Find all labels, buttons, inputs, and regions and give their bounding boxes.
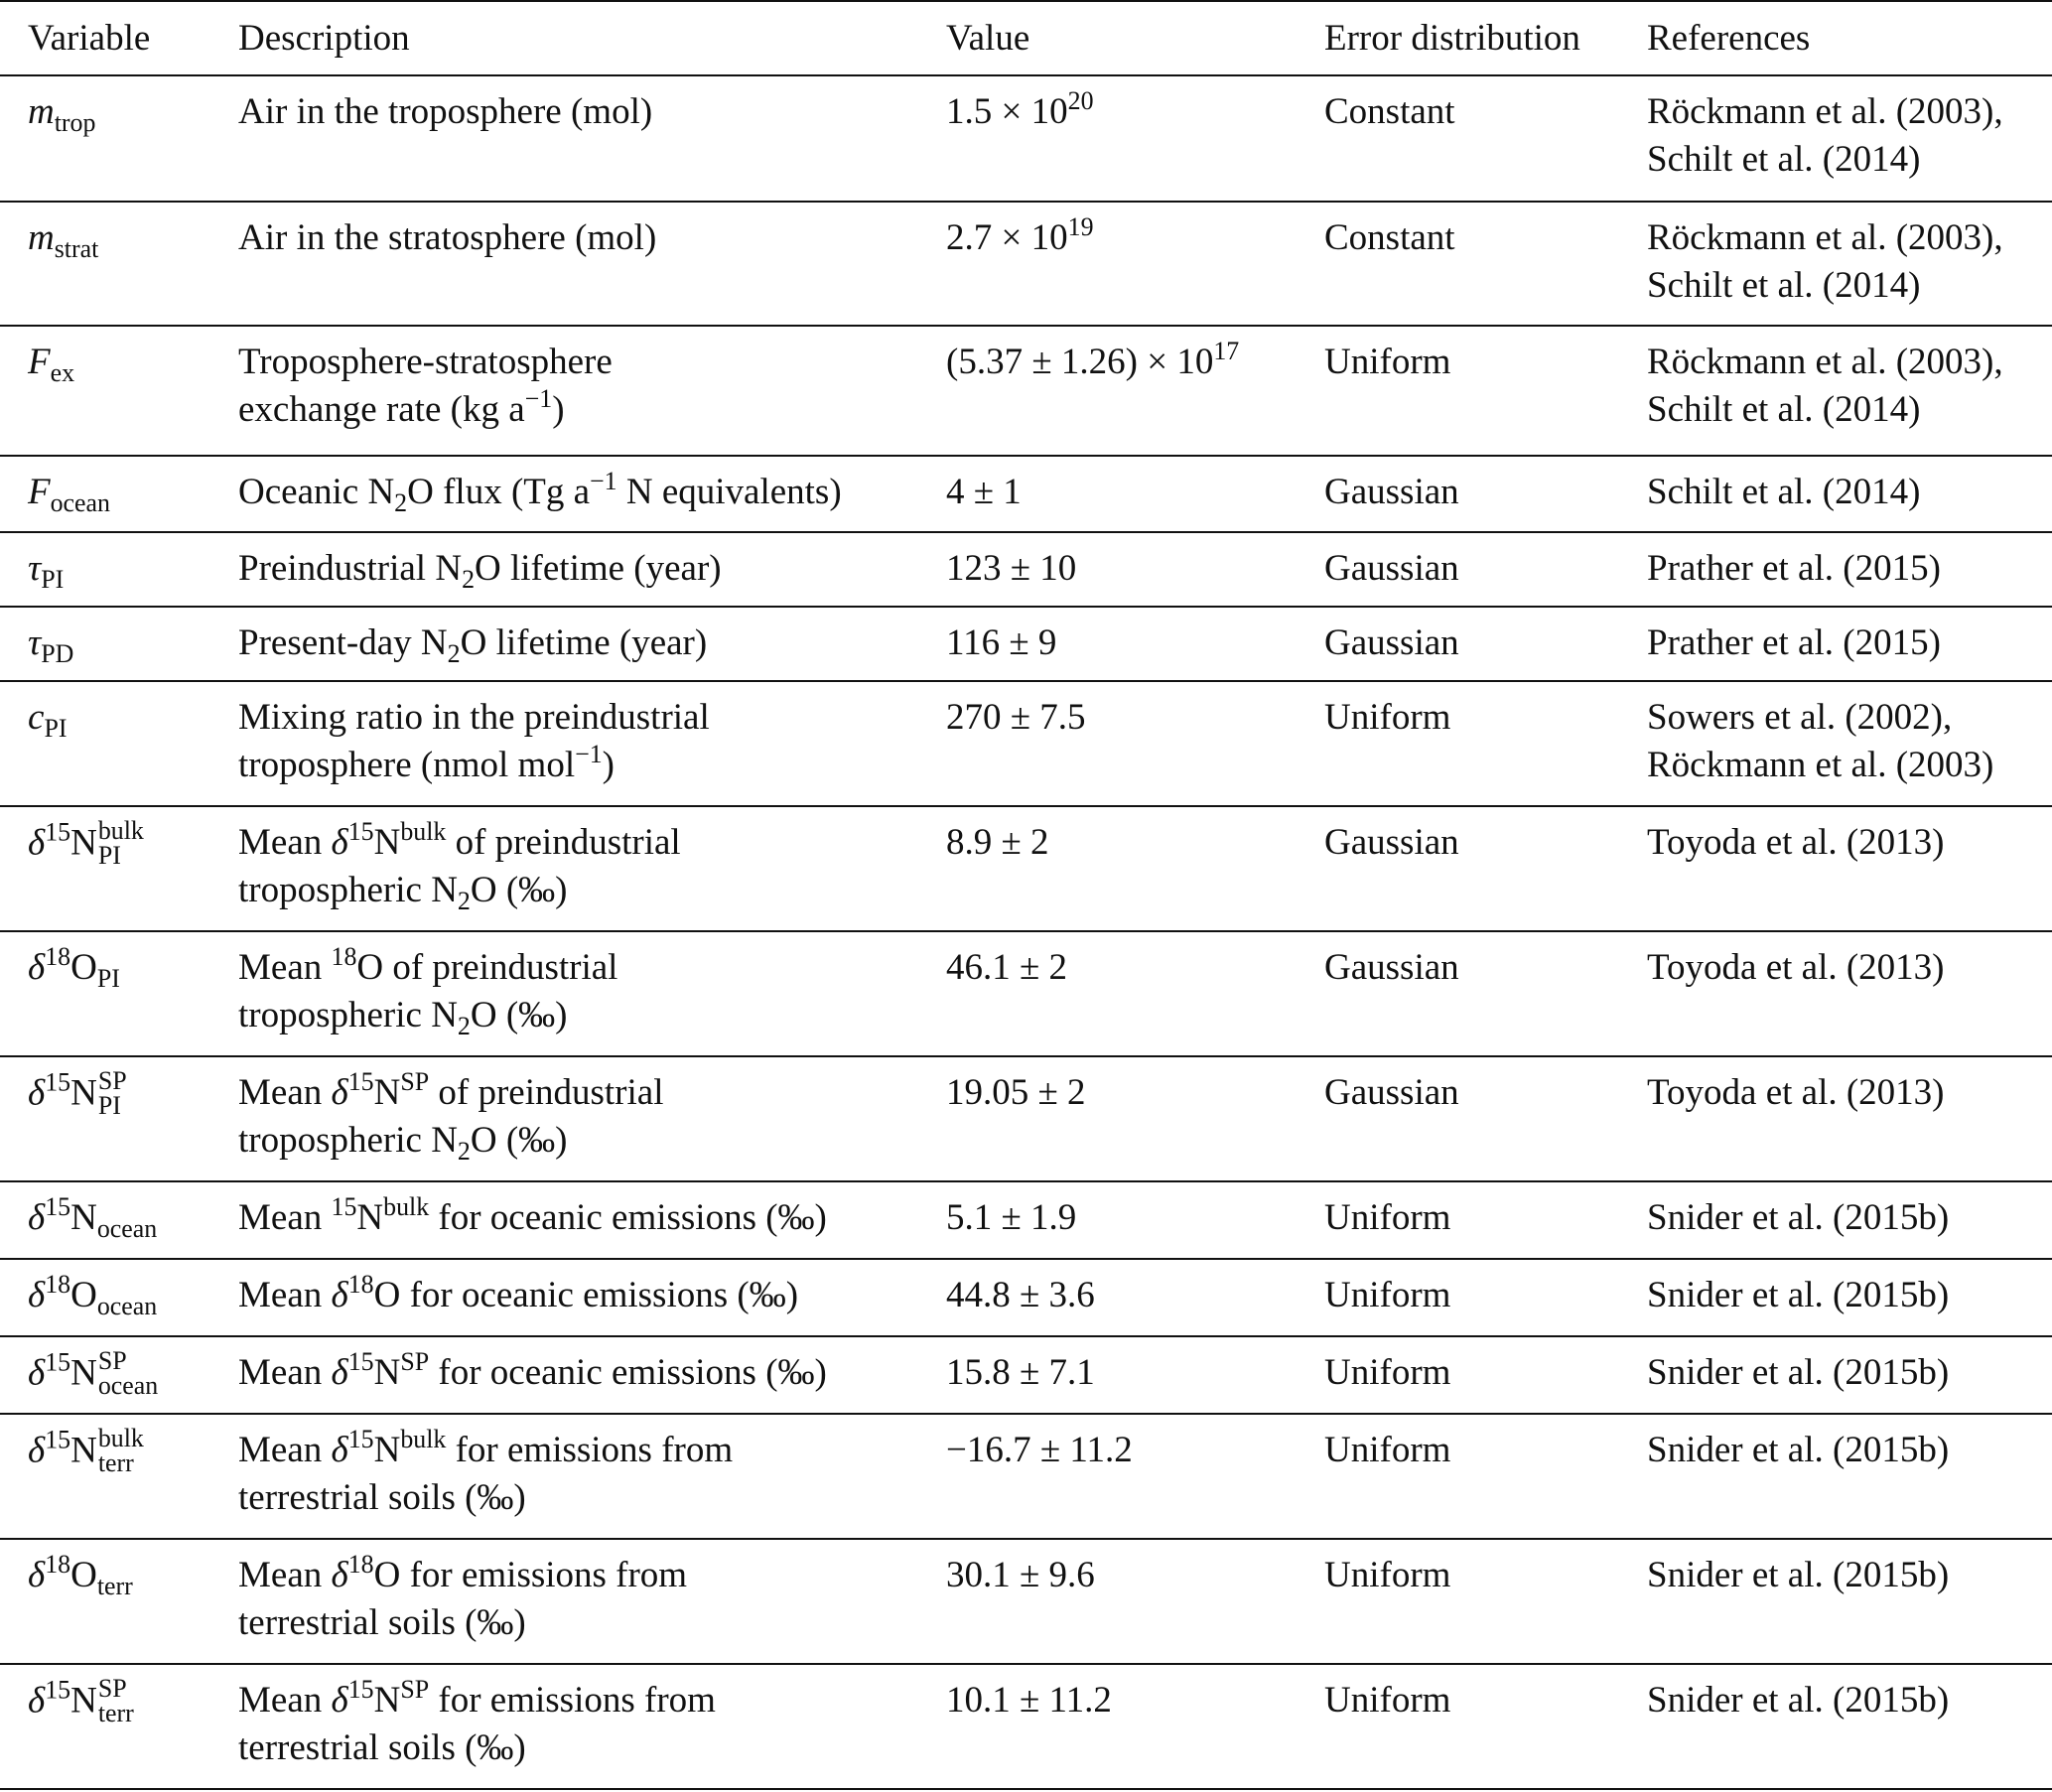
table-row: [0, 1056, 2052, 1181]
variable-cell: $\delta^{15}N$ SP ocean: [28, 1346, 159, 1400]
description-cell: Mixing ratio in the preindustrial troposphere (nmol mol$^{-1}$): [238, 697, 710, 785]
variable-cell: $m_{trop}$: [28, 91, 96, 137]
value-cell: 4 ± 1: [946, 472, 1022, 512]
distribution-cell: Gaussian: [1324, 1072, 1459, 1113]
references-cell: Toyoda et al. (2013): [1647, 822, 1945, 863]
table-row: [0, 931, 2052, 1056]
distribution-cell: Uniform: [1324, 1352, 1451, 1393]
table-row: [0, 1259, 2052, 1336]
table-row: [0, 1336, 2052, 1414]
references-cell: Röckmann et al. (2003), Schilt et al. (2014): [1647, 342, 2003, 430]
value-cell: 116 ± 9: [946, 622, 1057, 663]
distribution-cell: Uniform: [1324, 1555, 1451, 1595]
value-cell: 8.9 ± 2: [946, 822, 1049, 863]
header-value: Value: [918, 1, 1297, 75]
value-cell: 30.1 ± 9.6: [946, 1555, 1095, 1595]
value-cell: −16.7 ± 11.2: [946, 1430, 1133, 1470]
references-cell: Snider et al. (2015b): [1647, 1352, 1950, 1393]
references-cell: Schilt et al. (2014): [1647, 472, 1921, 512]
distribution-cell: Constant: [1324, 91, 1455, 132]
description-cell: Mean $\delta^{15}N^{SP}$ for emissions from terrestrial soils (‰): [238, 1674, 716, 1768]
value-cell: 44.8 ± 3.6: [946, 1275, 1095, 1315]
distribution-cell: Uniform: [1324, 1197, 1451, 1238]
variable-cell: $\delta^{15}N_{ocean}$: [28, 1191, 158, 1243]
value-cell: 123 ± 10: [946, 548, 1077, 589]
references-cell: Toyoda et al. (2013): [1647, 1072, 1945, 1113]
variable-cell: $m_{strat}$: [28, 217, 99, 263]
distribution-cell: Uniform: [1324, 1275, 1451, 1315]
table-row: [0, 806, 2052, 931]
table-row: [0, 607, 2052, 681]
table-row: [0, 75, 2052, 202]
references-cell: Snider et al. (2015b): [1647, 1430, 1950, 1470]
table-row: [0, 1539, 2052, 1664]
distribution-cell: Gaussian: [1324, 472, 1459, 512]
header-error-distribution: Error distribution: [1297, 1, 1619, 75]
variable-cell: $F_{ocean}$: [28, 472, 110, 517]
distribution-cell: Gaussian: [1324, 947, 1459, 988]
variable-cell: $\delta^{18}O_{PI}$: [28, 941, 120, 993]
description-cell: Troposphere-stratosphere exchange rate (kg $a^{-1}$): [238, 342, 613, 430]
value-cell: $1.5 \times 10^{20}$: [946, 85, 1094, 132]
references-cell: Snider et al. (2015b): [1647, 1555, 1950, 1595]
variable-cell: $\delta^{15}N$ SP PI: [28, 1066, 127, 1120]
distribution-cell: Uniform: [1324, 1680, 1451, 1721]
table-row: [0, 532, 2052, 607]
description-cell: Present-day $N_2O$ lifetime (year): [238, 622, 708, 668]
distribution-cell: Gaussian: [1324, 822, 1459, 863]
distribution-cell: Gaussian: [1324, 548, 1459, 589]
references-cell: Sowers et al. (2002), Röckmann et al. (2003): [1647, 697, 1994, 785]
header-references: References: [1619, 1, 2052, 75]
distribution-cell: Uniform: [1324, 1430, 1451, 1470]
description-cell: Mean $\delta^{18}O$ for emissions from terrestrial soils (‰): [238, 1549, 688, 1643]
references-cell: Toyoda et al. (2013): [1647, 947, 1945, 988]
value-cell: 5.1 ± 1.9: [946, 1197, 1077, 1238]
table-row: [0, 681, 2052, 806]
table-row: [0, 202, 2052, 326]
value-cell: $(5.37 \pm 1.26) \times 10^{17}$: [946, 336, 1240, 382]
value-cell: 270 ± 7.5: [946, 697, 1086, 738]
distribution-cell: Constant: [1324, 217, 1455, 258]
value-cell: $2.7 \times 10^{19}$: [946, 211, 1094, 258]
table-row: [0, 1414, 2052, 1539]
variable-cell: $\delta^{18}O_{terr}$: [28, 1549, 133, 1600]
description-cell: Oceanic $N_2O$ flux (Tg $a^{-1}$ N equivalents): [238, 466, 842, 517]
variable-cell: $\delta^{15}N$ bulk PI: [28, 816, 144, 870]
references-cell: Prather et al. (2015): [1647, 548, 1941, 589]
value-cell: 15.8 ± 7.1: [946, 1352, 1095, 1393]
description-cell: Mean $\delta^{18}O$ for oceanic emissions (‰): [238, 1269, 799, 1315]
description-cell: Air in the stratosphere (mol): [238, 217, 657, 258]
header-description: Description: [210, 1, 918, 75]
references-cell: Röckmann et al. (2003), Schilt et al. (2014): [1647, 217, 2003, 306]
variable-cell: $c_{PI}$: [28, 697, 68, 743]
variable-cell: $\delta^{15}N$ SP terr: [28, 1674, 134, 1727]
references-cell: Röckmann et al. (2003), Schilt et al. (2014): [1647, 91, 2003, 180]
description-cell: Mean $^{18}$O of preindustrial tropospheric $N_2O$ (‰): [238, 941, 618, 1040]
description-cell: Air in the troposphere (mol): [238, 91, 653, 132]
header-row: [0, 1, 2052, 75]
variable-cell: $\tau_{PI}$: [28, 548, 65, 594]
description-cell: Preindustrial $N_2O$ lifetime (year): [238, 548, 722, 594]
variable-cell: $\tau_{PD}$: [28, 622, 74, 668]
header-variable: Variable: [0, 1, 210, 75]
references-cell: Snider et al. (2015b): [1647, 1275, 1950, 1315]
table-row: [0, 326, 2052, 456]
variable-cell: $\delta^{18}O_{ocean}$: [28, 1269, 158, 1320]
value-cell: 10.1 ± 11.2: [946, 1680, 1112, 1721]
references-cell: Snider et al. (2015b): [1647, 1197, 1950, 1238]
value-cell: 19.05 ± 2: [946, 1072, 1086, 1113]
description-cell: Mean $\delta^{15}N^{bulk}$ for emissions from terrestrial soils (‰): [238, 1424, 734, 1518]
value-cell: 46.1 ± 2: [946, 947, 1068, 988]
references-cell: Prather et al. (2015): [1647, 622, 1941, 663]
description-cell: Mean $^{15}N^{bulk}$ for oceanic emissions (‰): [238, 1191, 827, 1238]
table-row: [0, 1181, 2052, 1259]
variable-cell: $F_{ex}$: [28, 342, 75, 387]
table-row: [0, 1664, 2052, 1789]
variable-cell: $\delta^{15}N$ bulk terr: [28, 1424, 144, 1477]
references-cell: Snider et al. (2015b): [1647, 1680, 1950, 1721]
description-cell: Mean $\delta^{15}N^{SP}$ of preindustrial tropospheric $N_2O$ (‰): [238, 1066, 664, 1166]
table-row: [0, 456, 2052, 532]
distribution-cell: Uniform: [1324, 342, 1451, 382]
distribution-cell: Gaussian: [1324, 622, 1459, 663]
description-cell: Mean $\delta^{15}N^{SP}$ for oceanic emissions (‰): [238, 1346, 827, 1393]
distribution-cell: Uniform: [1324, 697, 1451, 738]
description-cell: Mean $\delta^{15}N^{bulk}$ of preindustrial tropospheric $N_2O$ (‰): [238, 816, 681, 915]
